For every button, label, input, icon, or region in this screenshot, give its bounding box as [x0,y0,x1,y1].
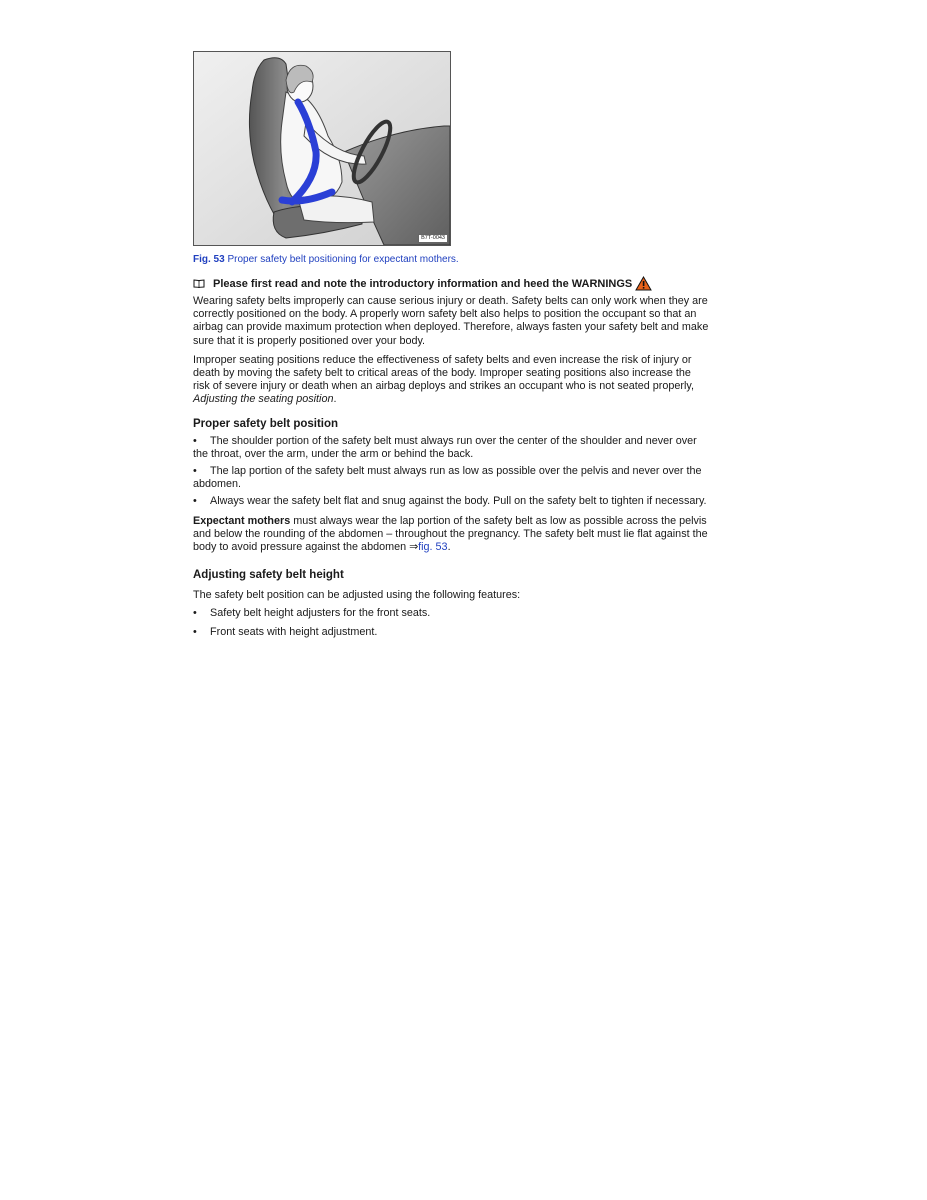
list-item [193,435,709,461]
expectant-mothers-label: Expectant mothers [193,514,291,527]
heading-proper-belt-position: Proper safety belt position [193,417,339,430]
pregnant-driver-illustration [194,52,450,245]
manual-page [193,51,709,639]
list-item-text: Safety belt height adjusters for the front seats. [210,607,431,620]
bullet: • [193,465,197,478]
list-item [193,626,709,639]
list-item-text: Front seats with height adjustment. [210,625,378,638]
paragraph-seating-text: Improper seating positions reduce the effectiveness of safety belts and even increase the risk of injury or death by moving the safety belt to critical areas of the body. Improper seating positions also increase the risk of severe injury or death when an airbag deploys and strikes an occupant who is not seated properly, [193,353,694,393]
list-item [193,495,709,508]
figure-caption-label: Fig. 53 [193,254,225,265]
list-item-text: The shoulder portion of the safety belt must always run over the center of the shoulder and never over the throat, over the arm, under the arm or behind the back. [193,434,697,460]
seating-position-reference[interactable]: Adjusting the seating position [193,393,334,406]
xref-arrow-icon: ⇒ [409,541,419,554]
bullet: • [193,495,197,508]
heading-adjusting-belt-height: Adjusting safety belt height [193,569,344,582]
bullet: • [193,434,197,447]
paragraph-seating-positions [193,354,709,407]
warning-triangle-icon[interactable] [635,276,652,291]
expectant-mothers-text: must always wear the lap portion of the safety belt as low as possible across the pelvis and below the rounding of the abdomen – throughout the pregnancy. The safety belt must lie flat against the body to avoid pressure against the abdomen [193,514,708,554]
bullet: • [193,607,197,620]
figure-53-illustration [193,51,451,246]
period: . [333,393,337,406]
read-note-text: Please first read and note the introductory information and heed the WARNINGS [213,277,633,290]
paragraph-expectant-mothers [193,515,709,555]
paragraph-adjust-intro: The safety belt position can be adjusted using the following features: [193,589,521,602]
belt-position-list [193,435,709,509]
read-note [193,276,709,291]
figure-caption-text: Proper safety belt positioning for expectant mothers. [227,254,459,265]
list-item [193,607,709,620]
figure-code: B7T-0043 [418,234,448,243]
book-icon [193,279,205,288]
list-item-text: Always wear the safety belt flat and snug against the body. Pull on the safety belt to tighten if necessary. [210,495,707,508]
list-item [193,465,709,491]
period: . [447,541,451,554]
fig-53-link[interactable]: fig. 53 [418,541,448,554]
figure-caption [193,253,709,266]
list-item-text: The lap portion of the safety belt must always run as low as possible over the pelvis and never over the abdomen. [193,465,702,491]
bullet: • [193,625,197,638]
height-adjust-list [193,607,709,638]
paragraph-belt-improper: Wearing safety belts improperly can cause serious injury or death. Safety belts can only work when they are correctly positioned on the body. A properly worn safety belt also helps to position the occupant so that an airbag can provide maximum protection when deployed. Therefore, always fasten your safety belt and make sure that it is properly positioned over your body. [193,295,709,347]
